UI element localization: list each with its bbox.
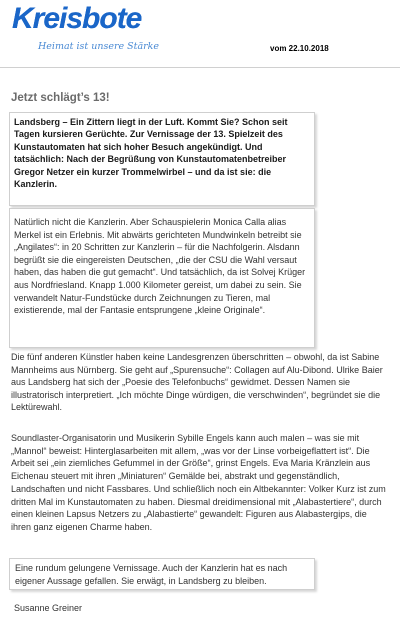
body-paragraph-2: Die fünf anderen Künstler haben keine Landesgrenzen überschritten – obwohl, da ist Sabine Mannheims aus Nürnberg. Sie geht auf „Spurensuche“: Collagen auf Alu-Dibond. Ulrike Baier aus Landsberg hat sich der „Poesie des Telefonbuchs“ gewidmet. Dessen Namen sie illustratorisch interpretiert. „Ich möchte Dinge würdigen, die verschwinden“, begründet sie die Lektürewahl.: [11, 352, 383, 413]
article-headline: Jetzt schlägt’s 13!: [11, 92, 110, 104]
paragraph-box-1: [9, 208, 315, 348]
lead-paragraph: Landsberg – Ein Zittern liegt in der Luft. Kommt Sie? Schon seit Tagen kursieren Gerüchte. Zur Vernissage der 13. Spielzeit des Kunstautomaten hat sich hoher Besuch angekündigt. Und tatsächlich: Nach der Begrüßung von Kunstautomatenbetreiber Gregor Netzer ein kurzer Trommelwirbel – und da ist sie: die Kanzlerin.: [14, 117, 288, 190]
masthead: [0, 0, 400, 70]
body-paragraph-1: Natürlich nicht die Kanzlerin. Aber Schauspielerin Monica Calla alias Merkel ist ein Erlebnis. Mit abwärts gerichteten Mundwinkeln betreibt sie „Angilates“: in 20 Schritten zur Kanzlerin – für die Nachfolgerin. Alsdann begrüßt sie die eingereisten Deutschen, „die der CSU die Wahl versaut haben, das haben die gut gemacht“. Und tatsächlich, da ist Solvej Krüger aus Nordfriesland. Knapp 1.000 Kilometer gereist, um dabei zu sein. Sie verwandelt Natur-Fundstücke durch Zeichnungen zu Tieren, mal existierende, mal der Fantasie entsprungene „kleine Originale“.: [14, 217, 306, 316]
paragraph-box-4: [9, 558, 315, 590]
lead-box: [9, 112, 315, 206]
header-divider: [0, 67, 400, 68]
publication-date: vom 22.10.2018: [270, 44, 329, 53]
newspaper-tagline: Heimat ist unsere Stärke: [38, 41, 160, 52]
body-paragraph-3: Soundlaster-Organisatorin und Musikerin Sybille Engels kann auch malen – was sie mit „Mannol“ beweist: Hinterglasarbeiten mit allem, „was vor der Linse vorbeigeflattert ist“. Die Arbeit sei „ein ziemliches Gefummel in der Größe“, grinst Engels. Eva Maria Kränzlein aus Eichenau steuert mit ihren „Miniaturen“ Gemälde bei, abstrakt und gegenständlich, Landschaften und nicht Fassbares. Und schließlich noch ein Altbekannter: Volker Kurz ist zum dritten Mal im Kunstautomaten zu haben. Diesmal dreidimensional mit „Alabastertiere“, durch einen kleinen Lapsus Netzers zu „Alabastierte“ gewandelt: Figuren aus Alabastergips, die ihren ganz eigenen Charme haben.: [11, 433, 386, 532]
paragraph-box-2: [9, 348, 391, 428]
body-paragraph-4: Eine rundum gelungene Vernissage. Auch der Kanzlerin hat es nach eigener Aussage gefallen. Sie erwägt, in Landsberg zu bleiben.: [15, 563, 288, 586]
article-author: Susanne Greiner: [14, 603, 83, 613]
paragraph-box-3: [9, 428, 391, 550]
newspaper-logo: Kreisbote: [12, 2, 142, 35]
